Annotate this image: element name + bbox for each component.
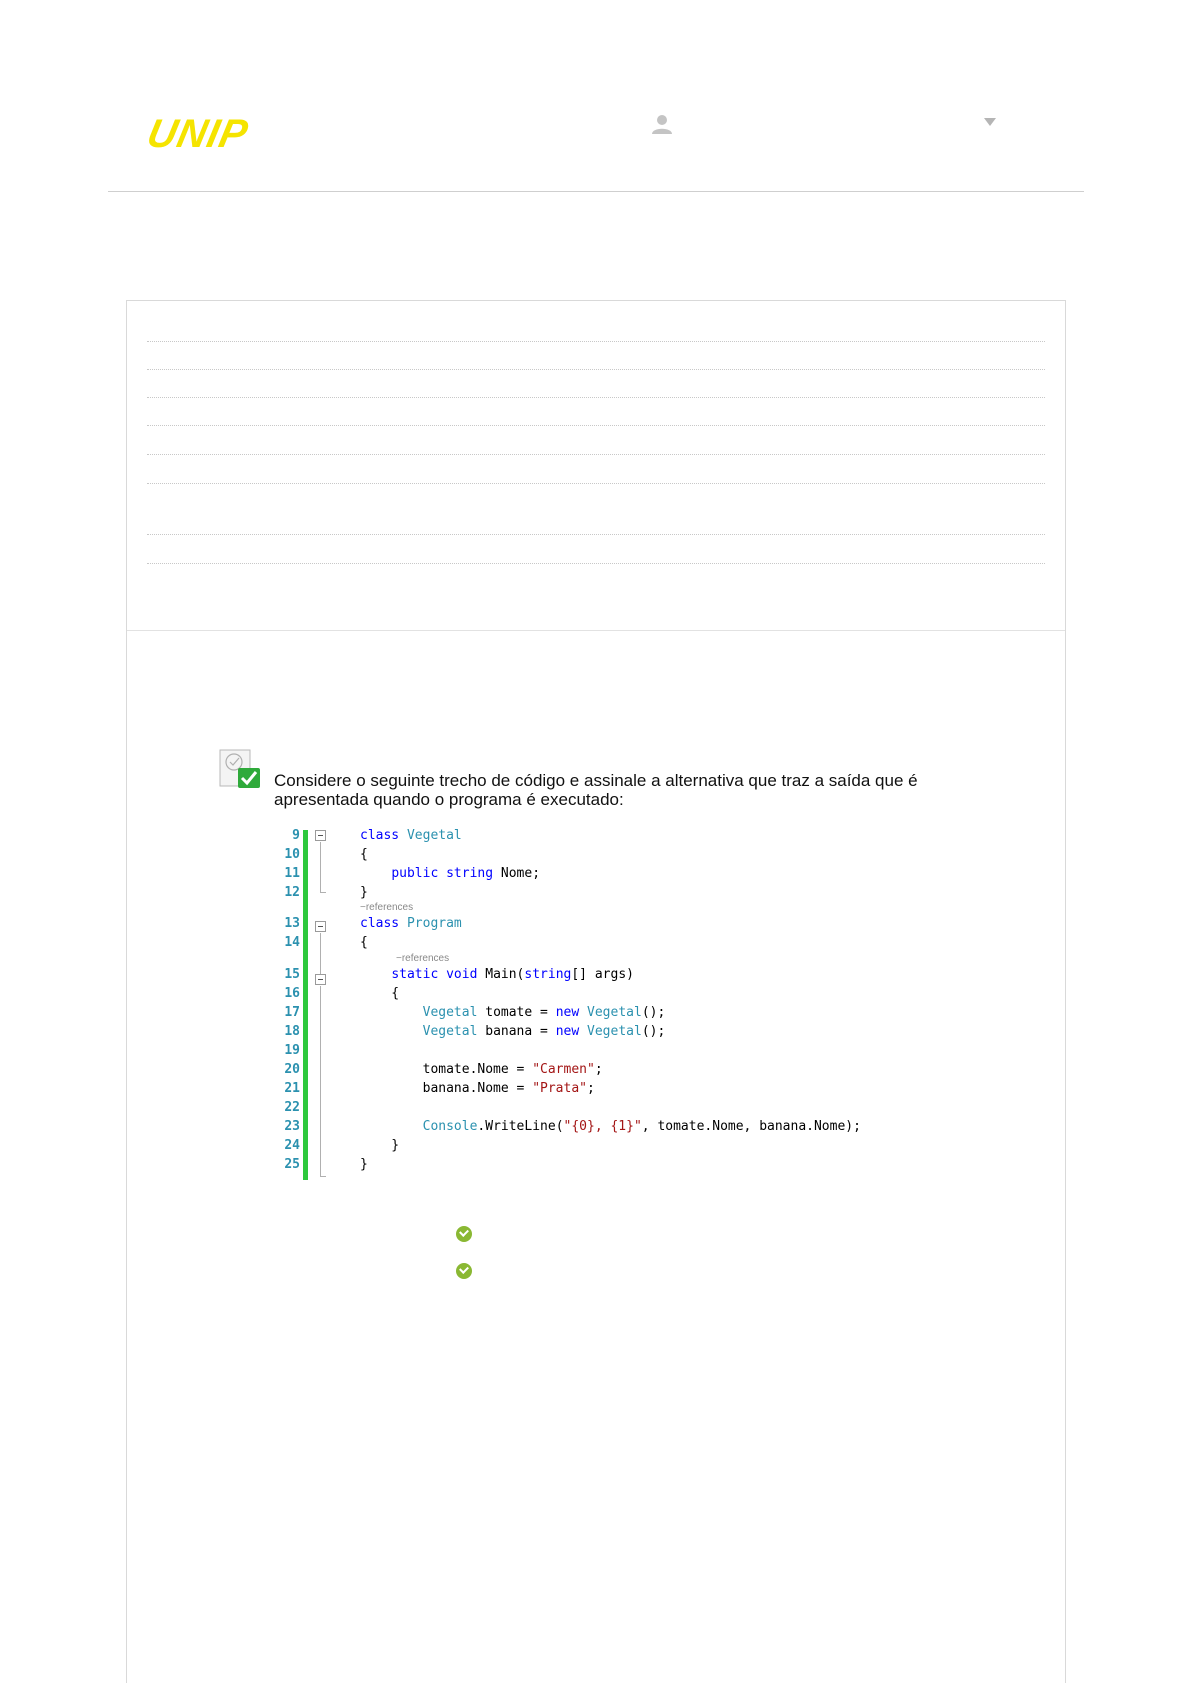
- check-circle-icon: [456, 1263, 472, 1279]
- references-codelens[interactable]: −references: [396, 953, 450, 964]
- divider: [147, 369, 1045, 370]
- fold-guide: [320, 892, 326, 893]
- divider: [147, 454, 1045, 455]
- fold-guide: [320, 986, 321, 1176]
- divider: [147, 534, 1045, 535]
- divider: [147, 425, 1045, 426]
- info-section: [127, 301, 1065, 631]
- divider: [147, 341, 1045, 342]
- caret-down-icon[interactable]: [984, 118, 996, 126]
- page-header: [108, 0, 1084, 192]
- question-text: Considere o seguinte trecho de código e assinale a alternativa que traz a saída que é apresentada quando o programa é executado:: [274, 771, 918, 809]
- divider: [147, 483, 1045, 484]
- code-snippet: 9 class Vegetal 10 { 11 public string Nome; 12 } −references 13 class Program 14 { −references 15 static void Main(string[] args) 16 { 17 Vegetal tomate = new Vegetal(); 18 Vegetal banana = new Vegetal(); 19 20 tomate.Nome = "Carmen"; 21 banana.Nome = "Prata"; 22 23 Console.WriteLine("{0}, {1}", tomate.Nome, banana.Nome); 24 } 25 }: [270, 826, 950, 1182]
- checked-question-icon: [218, 748, 262, 790]
- divider: [147, 397, 1045, 398]
- fold-toggle-icon[interactable]: [315, 830, 326, 841]
- change-bar: [303, 830, 308, 1180]
- references-codelens[interactable]: −references: [360, 902, 414, 913]
- divider: [147, 563, 1045, 564]
- user-icon[interactable]: [650, 112, 674, 136]
- fold-guide: [320, 933, 321, 977]
- fold-toggle-icon[interactable]: [315, 974, 326, 985]
- fold-guide: [320, 1176, 326, 1177]
- check-circle-icon: [456, 1226, 472, 1242]
- fold-toggle-icon[interactable]: [315, 921, 326, 932]
- unip-logo[interactable]: UNIP: [143, 112, 253, 156]
- fold-guide: [320, 842, 321, 892]
